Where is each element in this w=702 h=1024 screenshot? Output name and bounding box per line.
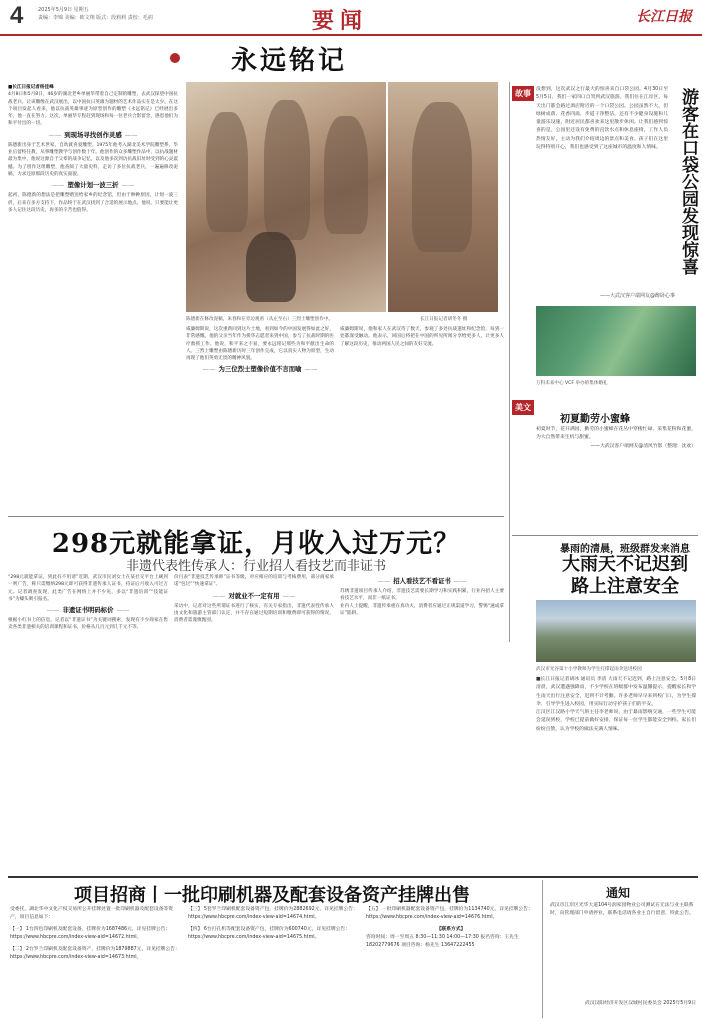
masthead [0,0,702,36]
story-c-column-1 [8,574,168,870]
story-v-credit: ——大武汉客户端网友@醉卧心事 [600,293,676,299]
statue-figure-1 [206,112,248,232]
wedding-photo-caption: 万科未来中心 VCF 举办的集体婚礼 [536,381,608,386]
rain-photo-caption: 武汉市光谷第十小学教师为学生打撑起雨伞送进校园 [536,667,642,672]
photo-caption: 陈德新在修改泥稿，朱春和在旁边观看（从左至右）三烈士雕塑创作中。 [186,317,334,322]
masthead-date: 2025年5月9日 星期五 [38,7,89,13]
story-a-column-1 [8,84,178,544]
story-a-para-2: 陈德新出身于艺术世家，自幼就喜爱雕塑。1975年他考入湖北美术学院雕塑系，毕业后留校任教，从事雕塑教学与创作数十年。他创作的众多雕塑作品中，以抗战题材最为集中，他说这源自于父辈的战争记忆，以及他多次到访抗战旧址时受到的心灵震撼。为了创作这组雕塑，他查阅了大量史料，走访了多位抗战老兵，一遍遍修改泥稿，力求还原那段历史的真实面貌。 [8,142,178,177]
rain-story-text [536,676,696,870]
rain-story-title-1: 大雨天不记迟到 [562,554,688,575]
story-c-subhead-1: —— 非遗证书明码标价 —— [8,603,168,617]
story-v-title: 游客在口袋公园发现惊喜 [678,88,698,275]
story-c-text-3: 价目表“非遗技艺传承师”证书等级，对应相应的培训与考核费用，部分商家承诺“包过”“快速拿证”。 [174,575,334,588]
notice-signature-text: 武汉汉阳经济开发区汉城村民委员会 2025年5月9日 [585,1001,696,1006]
story-c-headline: 298元就能拿证，月收入过万元？ [51,529,461,559]
essay-text [536,426,696,516]
story-a-byline: ■长江日报记者杨佳峰 [8,85,54,90]
notice-divider [542,880,543,1018]
story-a-col2-text: 威廉姆斯说，这次重新回到这片土地，看到如今的中国发展得如此之好，非常感慨。他的父亲当年作为援华志愿者来到中国，参与了抗战时期的医疗救援工作。他说，和平来之不易，要永远铭记那些为和平献出生命的人。三烈士雕塑由陈德新历时三年创作完成，它以真实人物为原型，生动再现了他们英勇无畏的精神风貌。 [186,327,334,362]
essay-title: 初夏勤劳小蜜蜂 [560,414,630,425]
statue-figure-3 [324,116,368,234]
wedding-photo [536,306,696,376]
essay-credit: ——大武汉客户端网友@清风竹影（整理：沈欢） [590,443,696,449]
ad-title: 项目招商丨一批印刷机器及配套设备资产挂牌出售 [74,885,470,906]
rain-story-title-2: 路上注意安全 [571,576,679,597]
story-c-subheadline: 非遗代表性传承人：行业招人看技艺而非证书 [125,559,386,574]
notice-signature [550,1000,696,1020]
ad-divider [8,876,698,878]
divider-right [512,535,698,536]
story-a-subhead-2: —— 塑像计划一波三折 —— [8,178,178,192]
section-title: 要闻 [312,9,369,34]
statue-figure-4 [412,102,472,252]
ad-item-4: 【四】 6台打孔机等配套设备资产包，挂牌价为600740元，详见挂牌公告：https://www.hbcpre.com/index-view-aid=14675.html。 [188,927,351,940]
newspaper-logo: 长江日报 [636,9,692,25]
ad-column-2 [188,906,358,1016]
ad-contact-title: 【联系方式】 [436,927,466,932]
ad-column-1 [10,906,180,1016]
sculptor-figure [246,232,296,302]
story-a-intro: 4月8日和5月8日，46岁的湖北老乡单丽华带着自己定制的雕塑，去武汉探望中国抗战老兵。让该雕像在武汉展出，以中国抗日英雄为题材的艺术作品实在是太少。在这个项目发起人看来，他以抗战英雄事迹为原型创作的雕塑《永远铭记》已经展出多年，他一直在努力。这次，单丽华专程赶到现场和每一位老兵合影留念，感恩他们为和平付出的一切。 [8,92,178,127]
ad-item-1: 【一】 1台四色印刷机及配套设备，挂牌价为1687486元，详见挂牌公告：https://www.hbcpre.com/index-view-aid=14672.html。 [10,927,171,940]
notice-body: 武汉市江岸区光华大道104号润家园物业公司测试在无法与业主联系时，向管理部门申请停业，联系电话请各业主自行留意，特此公告。 [550,903,694,916]
rain-story-body-2: 江汉区江汉路小学天气班主任李老师说，由于暴雨影响交通，一些学生可能会延误到校，学校已提前做好安排，保证每一位学生都能安全到校。家长们纷纷点赞，认为学校的做法充满人情味。 [536,710,696,732]
photo-credit: 长江日报记者胡冬冬 摄 [420,317,468,322]
story-c-subhead-3: —— 招人看技艺不看证书 —— [340,574,504,588]
story-c-text-1: “298元就能拿证，到此有不用请”近期，武汉市民刘女士在某社交平台上刷到一则广告，称只需缴纳298元即可获得非遗传承人证书，持证后月收入可过万元。记者调查发现，此类广告在网络上并不少见，多以“非遗培训”“技能证书”为噱头吸引报名。 [8,575,168,602]
sculpture-photo [186,82,386,312]
essay-body: 初夏时节，花开满园，勤劳的小蜜蜂在花丛中穿梭忙碌，采集花粉和花蜜，为大自然带来生机与甜蜜。 [536,427,696,441]
statue-figure-2 [264,100,310,240]
page-number: 4 [10,2,24,29]
rain-story-body-1: ■长江日报记者胡冰 通讯员 李清 大雨天不记迟到，路上注意安全。5月8日清晨，武汉遭遇强降雨，不少学校在班级群中发布温馨提示，提醒家长和学生雨天出行注意安全，迟到不计考勤。许多老师早早来到校门口，为学生撑伞、引导学生进入校园，用实际行动守护孩子们的平安。 [536,677,696,707]
ad-item-5: 【五】 一批印刷机器配套设备资产包，挂牌价为1134740元，详见挂牌公告：https://www.hbcpre.com/index-view-aid=14676.html。 [366,907,533,920]
story-c-text-6: 业内人士提醒，非遗传承重在真功夫，消费者应通过正规渠道学习，警惕“速成拿证”陷阱。 [340,603,504,616]
story-v-text [536,86,668,286]
story-c-column-3 [340,574,504,870]
rain-story-kicker: 暴雨的清晨，班级群发来消息 [560,544,690,555]
story-v-body: 没想到，这次武汉之行最大的惊喜来自口袋公园。4月30日至5月5日，我们一家四口自驾到武汉旅游。我们住在江岸区，每天出门都会路过酒店附近的一个口袋公园。公园虽然不大，但绿树成荫、花香四溢，步道干净整洁，还有不少健身设施和儿童游乐设施，附近居民都喜欢来这里散步休闲。让我们感到惊喜的是，公园里还设有免费的直饮水点和休息座椅，工作人员热情友好，主动为我们介绍周边的景点和美食。孩子们在这里玩得特别开心，我们也感受到了这座城市的温度和人情味。 [536,87,668,151]
story-a-para-3: 起初，陈德新的想法是把雕塑赠送给家乡的纪念馆，但由于种种原因，计划一波三折。后来在多方支持下，作品终于在武汉找到了合适的展示地点。他说，只要能让更多人记住这段历史，再多的辛苦也值得。 [8,193,178,213]
notice-title: 通知 [606,886,631,900]
story-c-subhead-2: —— 对就业不一定有用 —— [174,589,334,603]
story-a-subhead-1: —— 到现场寻找创作灵感 —— [8,128,178,142]
story-a-column-2 [186,326,334,496]
column-divider [509,82,510,642]
ad-item-2: 【二】 2台罗兰印刷机及配套设备资产，挂牌价为1879887元，详见挂牌公告：https://www.hbcpre.com/index-view-aid=14673.html。 [10,947,180,960]
story-c-column-2 [174,574,334,870]
story-a-subhead-3: —— 为三位烈士塑像价值不言而喻 —— [186,362,334,376]
divider-mid [8,516,504,517]
sculpture-detail-photo [388,82,498,312]
ad-column-3 [366,906,536,1016]
story-v-label: 故事 [512,86,534,101]
story-a-col3-text: 威廉姆斯说，他和家人在武汉待了数天，参观了多处抗战遗址和纪念馆，每到一处都深受触动。他表示，回国后将把在中国的所见所闻分享给更多人，让更多人了解这段历史，推动两国人民之间的友好交流。 [340,327,504,347]
notice-text [550,902,696,998]
story-c-text-2: 根据小红书上的信息，记者以“非遗证书”为关键词搜索，发现有不少商家在售卖各类非遗相关的培训课程和证书，价格从几百元到几千元不等。 [8,618,168,631]
story-c-text-5: 苏绣非遗项目传承人介绍，非遗技艺需要长期学习和实践积累，行业内招人主要看技艺水平，而非一纸证书。 [340,589,504,602]
rain-photo [536,600,696,662]
masthead-editors: 责编：李锦 美编：欧文翔 版式：段莉莉 责校：毛润 [38,15,153,21]
essay-label: 美文 [512,400,534,415]
story-a-column-3 [340,326,504,496]
story-a-headline: 永远铭记 [186,40,392,80]
ad-contact: 咨询时间：周一至周五 8:30—11:30 14:00—17:30 报名咨询：王先生 18202779676 项目咨询：杨先生 13647222455 [366,935,519,948]
ad-intro: 受委托，湖北华中文化产权交易所公开挂牌处置一批印刷机器及配套设备等资产，项目信息如下： [10,907,174,920]
story-c-text-4: 采访中，记者对这些所谓证书进行了核实，有关专家指出，非遗代表性传承人由文化和旅游主管部门认定，并不存在通过短期培训和缴费即可获得的情况，消费者需谨慎甄别。 [174,603,334,624]
ad-item-3: 【三】 5套罗兰印刷机配套设备资产包，挂牌价为2882692元，详见挂牌公告：https://www.hbcpre.com/index-view-aid=14674.html。 [188,907,358,920]
